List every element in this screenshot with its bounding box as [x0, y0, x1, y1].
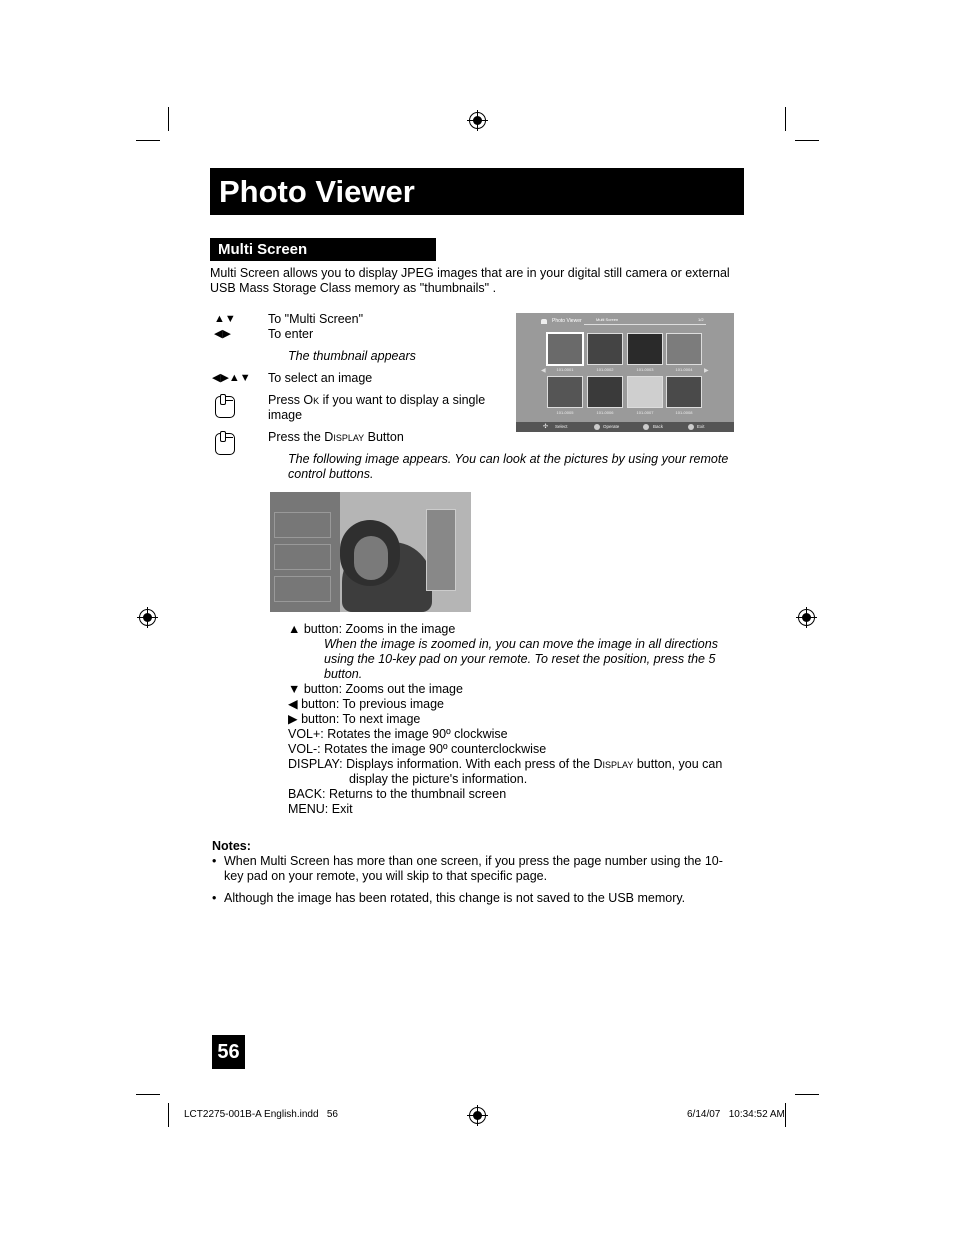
button-zoom-in: ▲ button: Zooms in the image — [288, 622, 456, 636]
scroll-right-icon: ▶ — [704, 368, 709, 374]
thumbnail-label: 101-0003 — [636, 367, 654, 372]
registration-mark-icon — [139, 609, 156, 626]
footer-file: LCT2275-001B-A English.indd 56 — [184, 1109, 338, 1120]
footer-back: Back — [653, 424, 664, 429]
step-result: The following image appears. You can look at the pictures by using your remote control buttons. — [288, 452, 729, 481]
footer-date: 6/14/07 10:34:52 AM — [687, 1109, 785, 1120]
thumbnail — [627, 376, 663, 408]
thumbnail — [627, 333, 663, 365]
button-display-cont: display the picture's information. — [349, 772, 528, 786]
hand-press-icon — [215, 433, 235, 455]
thumbnail-label: 101-0006 — [596, 410, 614, 415]
thumbnail-label: 101-0005 — [556, 410, 574, 415]
button-back: BACK: Returns to the thumbnail screen — [288, 787, 507, 801]
thumbnail — [666, 333, 702, 365]
page-number: 56 — [212, 1035, 245, 1069]
button-next: ▶ button: To next image — [288, 712, 421, 726]
bullet: • — [212, 891, 217, 905]
thumbnail — [587, 376, 623, 408]
thumbnail — [587, 333, 623, 365]
single-image-screenshot — [270, 492, 471, 612]
home-icon — [541, 319, 547, 324]
crop-mark — [785, 107, 786, 131]
remote-overlay — [426, 509, 456, 591]
step-keys-left-right: ◀▶ — [214, 328, 231, 340]
step-keys-up-down: ▲▼ — [214, 313, 236, 325]
registration-mark-icon — [798, 609, 815, 626]
scroll-left-icon: ◀ — [541, 368, 546, 374]
crop-mark — [168, 1103, 169, 1127]
button-vol-minus: VOL-: Rotates the image 90º counterclockwise — [288, 742, 547, 756]
intro-text: Multi Screen allows you to display JPEG images that are in your digital still camera or external USB Mass Storage Class memory as "thumbnails" . — [210, 266, 730, 295]
screen-title: Photo Viewer — [552, 318, 582, 324]
crop-mark — [168, 107, 169, 131]
drawer — [274, 544, 331, 570]
crop-mark — [785, 1103, 786, 1127]
step-keys-arrows: ◀▶▲▼ — [212, 372, 251, 384]
button-display: DISPLAY: Displays information. With each press of the Display button, you can — [288, 757, 723, 771]
page-title: Photo Viewer — [210, 168, 744, 215]
step-text: To select an image — [268, 371, 373, 385]
screen-tab: Multi Screen — [596, 317, 619, 322]
crop-mark — [795, 140, 819, 141]
step-text: To "Multi Screen" — [268, 312, 364, 326]
multi-screen-screenshot — [516, 313, 734, 432]
dog-face — [354, 536, 388, 580]
footer-operate: Operate — [603, 424, 620, 429]
exit-icon — [688, 424, 694, 430]
step-text-display: Press the Display Button — [268, 430, 404, 444]
section-title: Multi Screen — [210, 238, 436, 261]
hand-press-icon — [215, 396, 235, 418]
step-result: The thumbnail appears — [288, 349, 416, 363]
select-icon: ✣ — [543, 424, 549, 430]
button-previous: ◀ button: To previous image — [288, 697, 444, 711]
note-item: Although the image has been rotated, this change is not saved to the USB memory. — [224, 891, 686, 905]
button-zoom-out: ▼ button: Zooms out the image — [288, 682, 463, 696]
crop-mark — [136, 1094, 160, 1095]
screen-tab-line — [584, 324, 706, 325]
thumbnail-label: 101-0001 — [556, 367, 574, 372]
step-text: To enter — [268, 327, 314, 341]
screen-page: 1/2 — [698, 317, 704, 322]
bullet: • — [212, 854, 217, 868]
button-menu: MENU: Exit — [288, 802, 353, 816]
crop-mark — [795, 1094, 819, 1095]
thumbnail-label: 101-0002 — [596, 367, 614, 372]
notes-heading: Notes: — [212, 839, 251, 853]
button-vol-plus: VOL+: Rotates the image 90º clockwise — [288, 727, 508, 741]
note-item: When Multi Screen has more than one screen, if you press the page number using the 10-key pad on your remote, you will skip to that specific page. — [224, 854, 723, 883]
registration-mark-icon — [469, 112, 486, 129]
footer-select: Select — [555, 424, 568, 429]
back-icon — [643, 424, 649, 430]
thumbnail-selected — [546, 332, 584, 366]
thumbnail-label: 101-0004 — [675, 367, 693, 372]
thumbnail — [547, 376, 583, 408]
zoom-note: When the image is zoomed in, you can move the image in all directions using the 10-key pad on your remote. To reset the position, press the 5 button. — [324, 637, 718, 681]
crop-mark — [136, 140, 160, 141]
drawer — [274, 512, 331, 538]
step-text-ok: Press Ok if you want to display a single image — [268, 393, 486, 422]
ok-icon — [594, 424, 600, 430]
drawer — [274, 576, 331, 602]
registration-mark-icon — [469, 1107, 486, 1124]
thumbnail-label: 101-0008 — [675, 410, 693, 415]
footer-exit: Exit — [697, 424, 705, 429]
thumbnail-label: 101-0007 — [636, 410, 654, 415]
thumbnail — [666, 376, 702, 408]
